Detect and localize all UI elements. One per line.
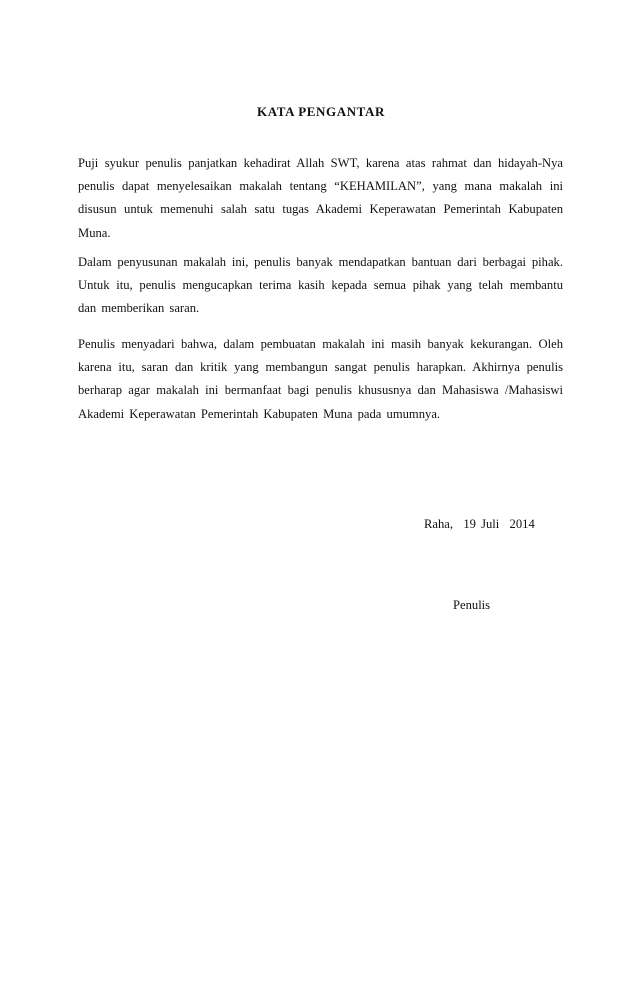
paragraph-gratitude: Puji syukur penulis panjatkan kehadirat Allah SWT, karena atas rahmat dan hidayah-Nya penulis dapat menyelesaikan makalah tentang “KEHAMILAN”, yang mana makalah ini disusun untuk memenuhi salah satu tugas Akademi Keperawatan Pemerintah Kabupaten Muna. (78, 156, 563, 240)
page-title: KATA PENGANTAR (257, 104, 385, 119)
paragraph-acknowledgement: Dalam penyusunan makalah ini, penulis banyak mendapatkan bantuan dari berbagai pihak. Untuk itu, penulis mengucapkan terima kasih kepada semua pihak yang telah membantu dan memberikan saran. (78, 255, 563, 316)
place-and-date: Raha, 19 Juli 2014 (424, 517, 535, 531)
paragraph-closing: Penulis menyadari bahwa, dalam pembuatan makalah ini masih banyak kekurangan. Oleh karena itu, saran dan kritik yang membangun sangat penulis harapkan. Akhirnya penulis berharap agar makalah ini bermanfaat bagi penulis khususnya dan Mahasiswa /Mahasiswi Akademi Keperawatan Pemerintah Kabupaten Muna pada umumnya. (78, 337, 563, 421)
author-signature-label: Penulis (453, 598, 491, 612)
